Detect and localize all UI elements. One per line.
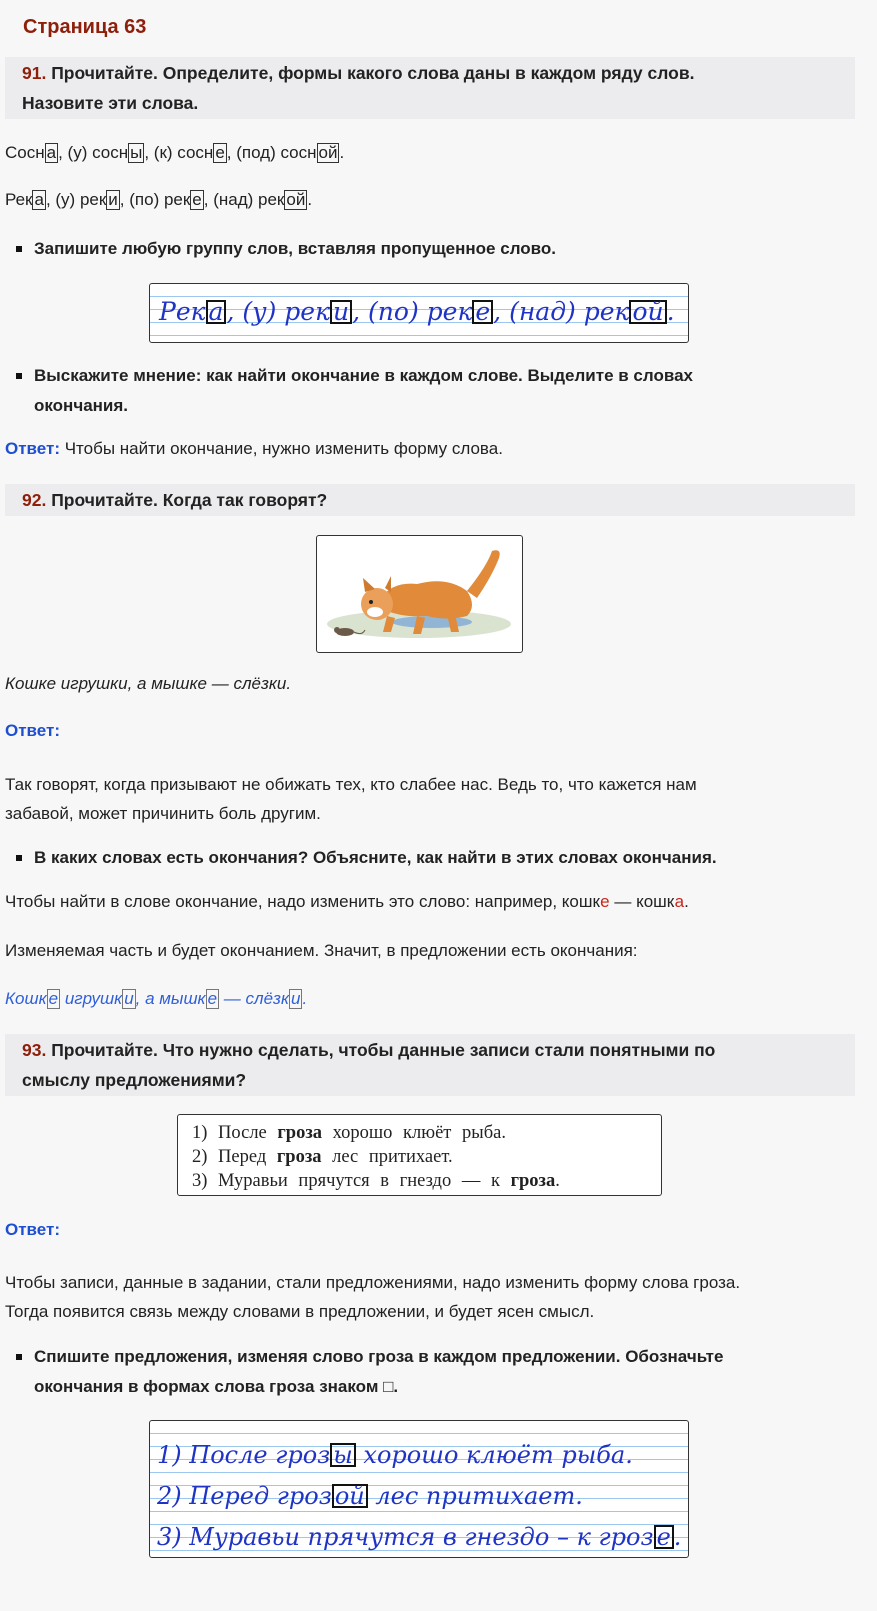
task-text: Прочитайте. Что нужно сделать, чтобы данные записи стали понятными по [51, 1040, 716, 1060]
ending-box: а [34, 190, 44, 209]
ending-box: е [215, 143, 225, 162]
task-text: Назовите эти слова. [22, 93, 199, 113]
ending-box: ы [130, 143, 143, 162]
ending-box: е [48, 989, 59, 1008]
ending-box: а [206, 300, 227, 324]
explain-line: Изменяемая часть и будет окончанием. Значит, в предложении есть окончания: [5, 941, 638, 960]
marked-sentence: Кошк е игрушк и , а мышк е — слёзк и . [5, 989, 308, 1008]
page-title: Страница 63 [23, 16, 147, 38]
ending-box: ой [318, 143, 338, 162]
notebook-handwriting-91: Рек а , (у) рек и , (по) рек е , (над) рек ой . [149, 283, 689, 343]
task-91-header [5, 57, 855, 119]
task-text: Прочитайте. Когда так говорят? [51, 490, 328, 510]
instruction-bullet: Спишите предложения, изменяя слово гроза в каждом предложении. Обозначьте окончания в формах слова гроза знаком □. [34, 1342, 834, 1402]
task-number: 93. [22, 1040, 47, 1060]
answer-93: Чтобы записи, данные в задании, стали предложениями, надо изменить форму слова гроза. Тогда появится связь между словами в предложении, и будет ясен смысл. [5, 1273, 741, 1321]
task-text: Прочитайте. Определите, формы какого слова даны в каждом ряду слов. [51, 63, 695, 83]
explain-line: Чтобы найти в слове окончание, надо изменить это слово: например, кошке — кошка. [5, 892, 689, 911]
ending-box: ой [286, 190, 306, 209]
ending-box: е [207, 989, 218, 1008]
answer-label: Ответ: [5, 721, 60, 740]
instruction-bullet: Запишите любую группу слов, вставляя пропущенное слово. [34, 234, 834, 264]
answer-label: Ответ: [5, 1220, 60, 1239]
cat-and-mouse-illustration [316, 535, 523, 653]
task-text: смыслу предложениями? [22, 1070, 247, 1090]
ending-box: а [46, 143, 57, 162]
ending-box: ы [330, 1443, 356, 1467]
word-row-1: Сосн а , (у) сосн ы , (к) сосн е , (под) сосн ой . [5, 143, 345, 162]
ending-box: и [290, 989, 301, 1008]
printed-exercise-box: 1) После гроза хорошо клюёт рыба. 2) Перед гроза лес притихает. 3) Муравьи прячутся в гнездо — к гроза. [177, 1114, 662, 1196]
ending-box: и [330, 300, 352, 324]
task-number: 91. [22, 63, 47, 83]
task-number: 92. [22, 490, 47, 510]
proverb: Кошке игрушки, а мышке — слёзки. [5, 674, 292, 693]
ending-box: е [192, 190, 202, 209]
notebook-handwriting-93: 1) После гроз ы хорошо клюёт рыба. 2) Перед гроз ой лес притихает. 3) Муравьи прячутся в гнездо – к гроз е . [149, 1420, 689, 1558]
instruction-bullet: Выскажите мнение: как найти окончание в каждом слове. Выделите в словах окончания. [34, 361, 834, 421]
answer-label: Ответ: [5, 439, 60, 458]
ending-box: ой [629, 300, 666, 324]
answer-92: Так говорят, когда призывают не обижать тех, кто слабее нас. Ведь то, что кажется нам забавой, может причинить боль другим. [5, 775, 697, 823]
task-92-header [5, 484, 855, 516]
task-93-header [5, 1034, 855, 1096]
ending-box: и [108, 190, 118, 209]
answer-91: Ответ: Чтобы найти окончание, нужно изменить форму слова. [5, 439, 503, 458]
ending-box: ой [332, 1484, 368, 1508]
ending-box: е [654, 1525, 674, 1549]
instruction-bullet: В каких словах есть окончания? Объясните, как найти в этих словах окончания. [34, 843, 834, 873]
ending-box: е [472, 300, 493, 324]
ending-box: и [124, 989, 134, 1008]
word-row-2: Рек а , (у) рек и , (по) рек е , (над) рек ой . [5, 190, 313, 209]
